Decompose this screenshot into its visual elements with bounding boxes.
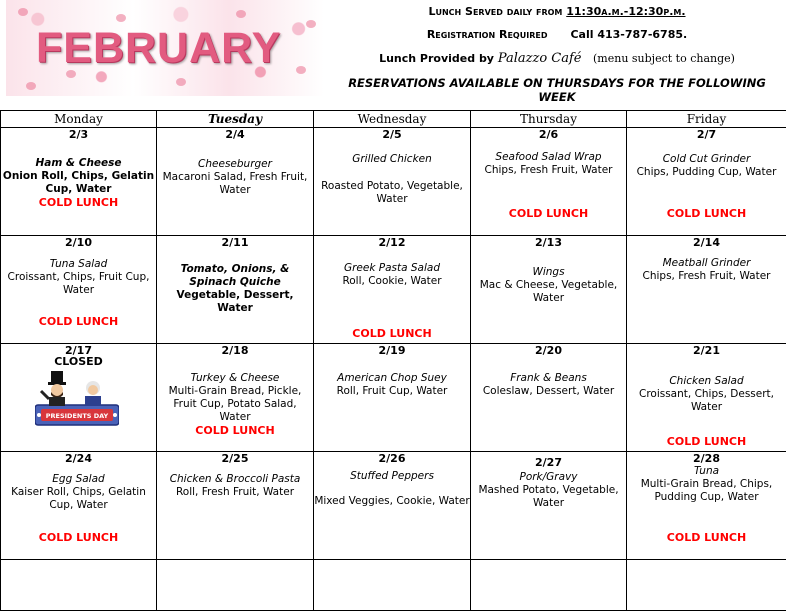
date-label: 2/24 <box>1 453 156 465</box>
entree: Greek Pasta Salad <box>314 262 470 275</box>
empty-cell <box>471 560 627 611</box>
phone-number: Call 413-787-6785. <box>570 28 687 41</box>
entree: Tuna Salad <box>1 258 156 271</box>
sides: Kaiser Roll, Chips, Gelatin Cup, Water <box>1 486 156 512</box>
sides: Roll, Cookie, Water <box>314 275 470 288</box>
entree: Ham & Cheese <box>1 157 156 170</box>
entree: Meatball Grinder <box>627 257 786 270</box>
entree: Turkey & Cheese <box>157 372 313 385</box>
date-label: 2/5 <box>314 129 470 141</box>
entree: Tuna <box>627 465 786 478</box>
date-label: 2/21 <box>627 345 786 357</box>
sides: Croissant, Chips, Fruit Cup, Water <box>1 271 156 297</box>
day-cell <box>314 452 471 560</box>
entree: Stuffed Peppers <box>314 470 470 483</box>
provider-label: Lunch Provided by <box>379 52 498 65</box>
date-label: 2/25 <box>157 453 313 465</box>
registration-line <box>332 28 782 41</box>
lunch-hours-label: Lunch Served daily from <box>428 5 566 18</box>
day-header-thursday: Thursday <box>471 111 627 128</box>
cold-lunch-label: COLD LUNCH <box>471 207 626 220</box>
date-label: 2/28 <box>627 453 786 465</box>
day-cell <box>1 344 157 452</box>
cold-lunch-label: COLD LUNCH <box>1 531 156 544</box>
date-label: 2/18 <box>157 345 313 357</box>
day-header-friday: Friday <box>627 111 786 128</box>
closed-label: CLOSED <box>1 357 156 367</box>
day-cell <box>471 452 627 560</box>
week-row <box>1 452 786 560</box>
banner-title: FEBRUARY <box>36 24 281 73</box>
entree: Tomato, Onions, & Spinach Quiche <box>157 263 313 289</box>
presidents-day-text: PRESIDENTS DAY <box>46 412 109 420</box>
empty-cell <box>627 560 786 611</box>
lunch-hours-time: 11:30a.m.-12:30p.m. <box>566 5 685 18</box>
date-label: 2/7 <box>627 129 786 141</box>
date-label: 2/26 <box>314 453 470 465</box>
date-label: 2/6 <box>471 129 626 141</box>
day-cell <box>627 452 786 560</box>
sides: Chips, Fresh Fruit, Water <box>471 164 626 177</box>
sides: Chips, Fresh Fruit, Water <box>627 270 786 283</box>
date-label: 2/12 <box>314 237 470 249</box>
entree: Egg Salad <box>1 473 156 486</box>
sides: Chips, Pudding Cup, Water <box>627 166 786 179</box>
empty-cell <box>1 560 157 611</box>
empty-cell <box>157 560 314 611</box>
presidents-day-image <box>35 369 119 429</box>
entree: Chicken Salad <box>627 375 786 388</box>
day-cell <box>157 452 314 560</box>
entree: American Chop Suey <box>314 372 470 385</box>
provider-line <box>332 51 782 66</box>
entree: Frank & Beans <box>471 372 626 385</box>
day-cell <box>627 236 786 344</box>
lunch-calendar <box>0 110 786 611</box>
day-cell <box>157 236 314 344</box>
entree: Chicken & Broccoli Pasta <box>157 473 313 486</box>
day-header-wednesday: Wednesday <box>314 111 471 128</box>
day-cell <box>314 344 471 452</box>
day-cell <box>627 128 786 236</box>
day-header-row <box>1 111 786 128</box>
day-cell <box>1 236 157 344</box>
date-label: 2/19 <box>314 345 470 357</box>
day-cell <box>471 344 627 452</box>
week-row <box>1 128 786 236</box>
empty-cell <box>314 560 471 611</box>
date-label: 2/3 <box>1 129 156 141</box>
date-label: 2/11 <box>157 237 313 249</box>
date-label: 2/10 <box>1 237 156 249</box>
week-row <box>1 344 786 452</box>
week-row <box>1 236 786 344</box>
sides: Multi-Grain Bread, Chips, Pudding Cup, Water <box>627 478 786 504</box>
cold-lunch-label: COLD LUNCH <box>1 196 156 209</box>
day-cell <box>471 236 627 344</box>
day-cell <box>314 236 471 344</box>
day-cell <box>1 452 157 560</box>
day-cell <box>471 128 627 236</box>
day-cell <box>157 128 314 236</box>
date-label: 2/14 <box>627 237 786 249</box>
date-label: 2/17 <box>1 345 156 357</box>
sides: Roll, Fresh Fruit, Water <box>157 486 313 499</box>
day-header-monday: Monday <box>1 111 157 128</box>
day-cell <box>627 344 786 452</box>
sides: Mac & Cheese, Vegetable, Water <box>471 279 626 305</box>
menu-disclaimer: (menu subject to change) <box>593 52 735 65</box>
sides: Multi-Grain Bread, Pickle, Fruit Cup, Potato Salad, Water <box>157 385 313 424</box>
empty-week-row <box>1 560 786 611</box>
day-cell <box>157 344 314 452</box>
sides: Mashed Potato, Vegetable, Water <box>471 484 626 510</box>
sides: Vegetable, Dessert, Water <box>157 289 313 315</box>
date-label: 2/27 <box>471 457 626 469</box>
sides: Mixed Veggies, Cookie, Water <box>314 495 470 508</box>
february-banner <box>6 0 324 96</box>
cold-lunch-label: COLD LUNCH <box>627 207 786 220</box>
day-cell <box>1 128 157 236</box>
cold-lunch-label: COLD LUNCH <box>627 435 786 448</box>
entree: Grilled Chicken <box>314 153 470 166</box>
day-header-tuesday: Tuesday <box>157 111 314 128</box>
day-cell <box>314 128 471 236</box>
sides: Croissant, Chips, Dessert, Water <box>627 388 786 414</box>
sides: Coleslaw, Dessert, Water <box>471 385 626 398</box>
entree: Cheeseburger <box>157 158 313 171</box>
sides: Onion Roll, Chips, Gelatin Cup, Water <box>1 170 156 196</box>
sides: Roasted Potato, Vegetable, Water <box>314 180 470 206</box>
cold-lunch-label: COLD LUNCH <box>314 327 470 340</box>
cold-lunch-label: COLD LUNCH <box>157 424 313 437</box>
date-label: 2/4 <box>157 129 313 141</box>
entree: Pork/Gravy <box>471 471 626 484</box>
entree: Wings <box>471 266 626 279</box>
lunch-hours <box>332 5 782 18</box>
sides: Macaroni Salad, Fresh Fruit, Water <box>157 171 313 197</box>
entree: Seafood Salad Wrap <box>471 151 626 164</box>
registration-required: Registration Required <box>427 28 548 41</box>
cold-lunch-label: COLD LUNCH <box>627 531 786 544</box>
sides: Roll, Fruit Cup, Water <box>314 385 470 398</box>
entree: Cold Cut Grinder <box>627 153 786 166</box>
reservations-note: RESERVATIONS AVAILABLE ON THURSDAYS FOR THE FOLLOWING WEEK <box>332 76 782 104</box>
cold-lunch-label: COLD LUNCH <box>1 315 156 328</box>
date-label: 2/13 <box>471 237 626 249</box>
date-label: 2/20 <box>471 345 626 357</box>
cafe-name: Palazzo Café <box>498 51 582 66</box>
